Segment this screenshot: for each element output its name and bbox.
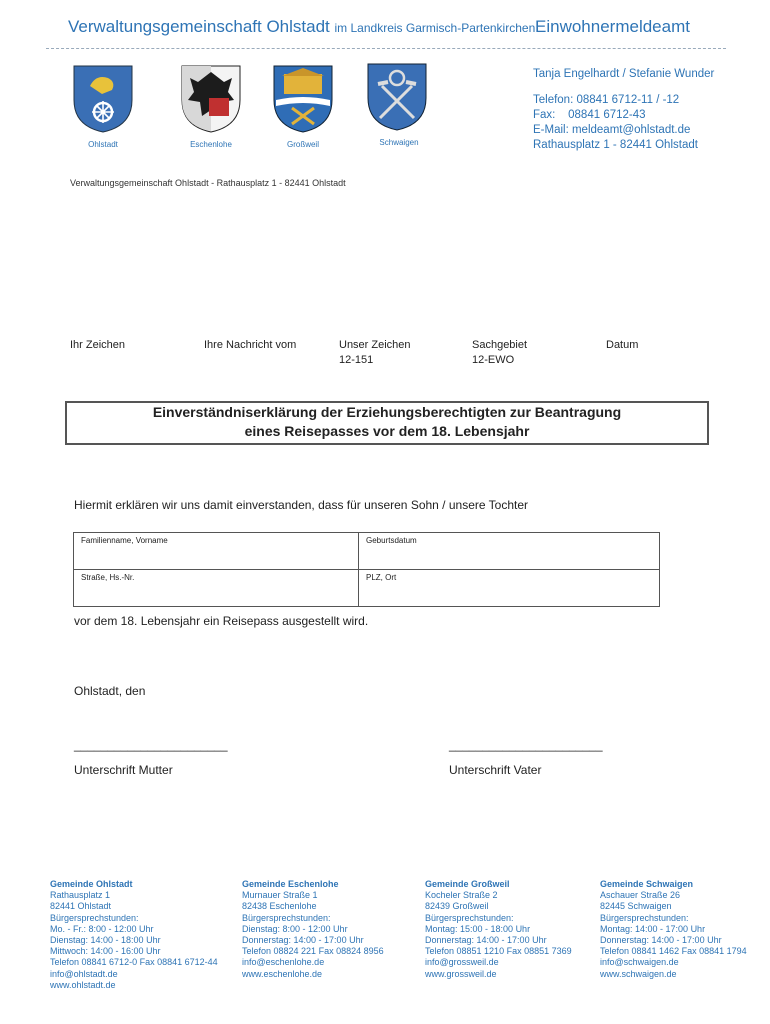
ref-unser-zeichen: Unser Zeichen xyxy=(339,339,411,351)
footer-line: Bürgersprechstunden: xyxy=(50,912,139,923)
footer-eschenlohe xyxy=(242,879,384,980)
ref-ihre-nachricht: Ihre Nachricht vom xyxy=(204,339,297,351)
signature-line-mother[interactable]: _______________________ xyxy=(74,738,228,752)
footer-email[interactable]: info@ohlstadt.de xyxy=(50,968,118,979)
contact-email[interactable]: E-Mail: meldeamt@ohlstadt.de xyxy=(533,124,691,136)
header-divider xyxy=(46,48,726,49)
document-title-box xyxy=(65,401,709,445)
signature-label-mother: Unterschrift Mutter xyxy=(74,763,173,777)
field-street[interactable]: Straße, Hs.-Nr. xyxy=(74,570,359,607)
footer-line: Dienstag: 8:00 - 12:00 Uhr xyxy=(242,923,348,934)
footer-line: Murnauer Straße 1 xyxy=(242,890,318,901)
footer-website[interactable]: www.eschenlohe.de xyxy=(242,968,323,979)
contact-names: Tanja Engelhardt / Stefanie Wunder xyxy=(533,68,715,80)
field-birthdate[interactable]: Geburtsdatum xyxy=(359,533,660,570)
contact-address: Rathausplatz 1 - 82441 Ohlstadt xyxy=(533,139,698,151)
signature-line-father[interactable]: _______________________ xyxy=(449,738,603,752)
footer-line: Bürgersprechstunden: xyxy=(425,912,514,923)
footer-line: Aschauer Straße 26 xyxy=(600,890,681,901)
footer-email[interactable]: info@grossweil.de xyxy=(425,957,499,968)
footer-line: Montag: 15:00 - 18:00 Uhr xyxy=(425,923,531,934)
contact-phone: Telefon: 08841 6712-11 / -12 xyxy=(533,94,680,106)
footer-line: Telefon 08841 6712-0 Fax 08841 6712-44 xyxy=(50,957,218,968)
ref-sachgebiet: Sachgebiet xyxy=(472,339,528,351)
sender-line: Verwaltungsgemeinschaft Ohlstadt - Rathausplatz 1 - 82441 Ohlstadt xyxy=(70,178,346,188)
footer-line: Donnerstag: 14:00 - 17:00 Uhr xyxy=(242,935,364,946)
footer-line: Mo. - Fr.: 8:00 - 12:00 Uhr xyxy=(50,923,154,934)
grossweil-crest-icon xyxy=(272,64,334,134)
ref-ihr-zeichen: Ihr Zeichen xyxy=(70,339,126,351)
footer-line: Bürgersprechstunden: xyxy=(242,912,331,923)
document-title-line2: eines Reisepasses vor dem 18. Lebensjahr xyxy=(244,423,530,439)
child-data-table xyxy=(73,532,660,607)
header-org-title xyxy=(68,17,535,37)
field-city[interactable]: PLZ, Ort xyxy=(359,570,660,607)
footer-line: Telefon 08841 1462 Fax 08841 1794 xyxy=(600,946,747,957)
intro-text: Hiermit erklären wir uns damit einverstanden, dass für unseren Sohn / unsere Tochter xyxy=(74,498,529,512)
statement-text: vor dem 18. Lebensjahr ein Reisepass ausgestellt wird. xyxy=(74,614,369,628)
crest-label-schwaigen: Schwaigen xyxy=(379,138,419,147)
footer-line: Telefon 08824 221 Fax 08824 8956 xyxy=(242,946,384,957)
ohlstadt-crest-icon xyxy=(72,64,134,134)
place-date-label: Ohlstadt, den xyxy=(74,684,146,698)
crest-label-ohlstadt: Ohlstadt xyxy=(88,140,118,149)
footer-email[interactable]: info@schwaigen.de xyxy=(600,957,679,968)
footer-line: Mittwoch: 14:00 - 16:00 Uhr xyxy=(50,946,161,957)
ref-sachgebiet-value: 12-EWO xyxy=(472,354,515,366)
crest-label-grossweil: Großweil xyxy=(286,140,319,149)
footer-website[interactable]: www.grossweil.de xyxy=(425,968,497,979)
footer-line: Dienstag: 14:00 - 18:00 Uhr xyxy=(50,935,161,946)
contact-fax: Fax: 08841 6712-43 xyxy=(533,109,646,121)
footer-line: 82441 Ohlstadt xyxy=(50,901,112,912)
footer-website[interactable]: www.schwaigen.de xyxy=(600,968,677,979)
footer-line: 82439 Großweil xyxy=(425,901,489,912)
org-main: Verwaltungsgemeinschaft Ohlstadt xyxy=(68,17,330,36)
office-title: Einwohnermeldeamt xyxy=(535,17,690,36)
ref-unser-zeichen-value: 12-151 xyxy=(339,354,374,366)
footer-line: Telefon 08851 1210 Fax 08851 7369 xyxy=(425,946,572,957)
document-title-line1: Einverständniserklärung der Erziehungsberechtigten zur Beantragung xyxy=(152,404,622,420)
ref-datum: Datum xyxy=(606,339,639,351)
footer-email[interactable]: info@eschenlohe.de xyxy=(242,957,325,968)
eschenlohe-crest-icon xyxy=(180,64,242,134)
footer-line: Donnerstag: 14:00 - 17:00 Uhr xyxy=(600,935,722,946)
footer-schwaigen xyxy=(600,879,747,980)
footer-line: 82445 Schwaigen xyxy=(600,901,672,912)
org-sub: im Landkreis Garmisch-Partenkirchen xyxy=(334,21,536,35)
footer-line: 82438 Eschenlohe xyxy=(242,901,317,912)
footer-grossweil xyxy=(425,879,572,980)
crest-label-eschenlohe: Eschenlohe xyxy=(190,140,232,149)
footer-title: Gemeinde Eschenlohe xyxy=(242,879,339,889)
footer-line: Kocheler Straße 2 xyxy=(425,890,498,901)
footer-line: Rathausplatz 1 xyxy=(50,890,111,901)
footer-ohlstadt xyxy=(50,879,218,991)
footer-website[interactable]: www.ohlstadt.de xyxy=(50,979,116,990)
footer-title: Gemeinde Ohlstadt xyxy=(50,879,133,889)
schwaigen-crest-icon xyxy=(366,62,428,132)
signature-label-father: Unterschrift Vater xyxy=(449,763,542,777)
footer-line: Bürgersprechstunden: xyxy=(600,912,689,923)
footer-title: Gemeinde Großweil xyxy=(425,879,510,889)
footer-title: Gemeinde Schwaigen xyxy=(600,879,694,889)
field-name[interactable]: Familienname, Vorname xyxy=(74,533,359,570)
footer-line: Donnerstag: 14:00 - 17:00 Uhr xyxy=(425,935,547,946)
footer-line: Montag: 14:00 - 17:00 Uhr xyxy=(600,923,706,934)
